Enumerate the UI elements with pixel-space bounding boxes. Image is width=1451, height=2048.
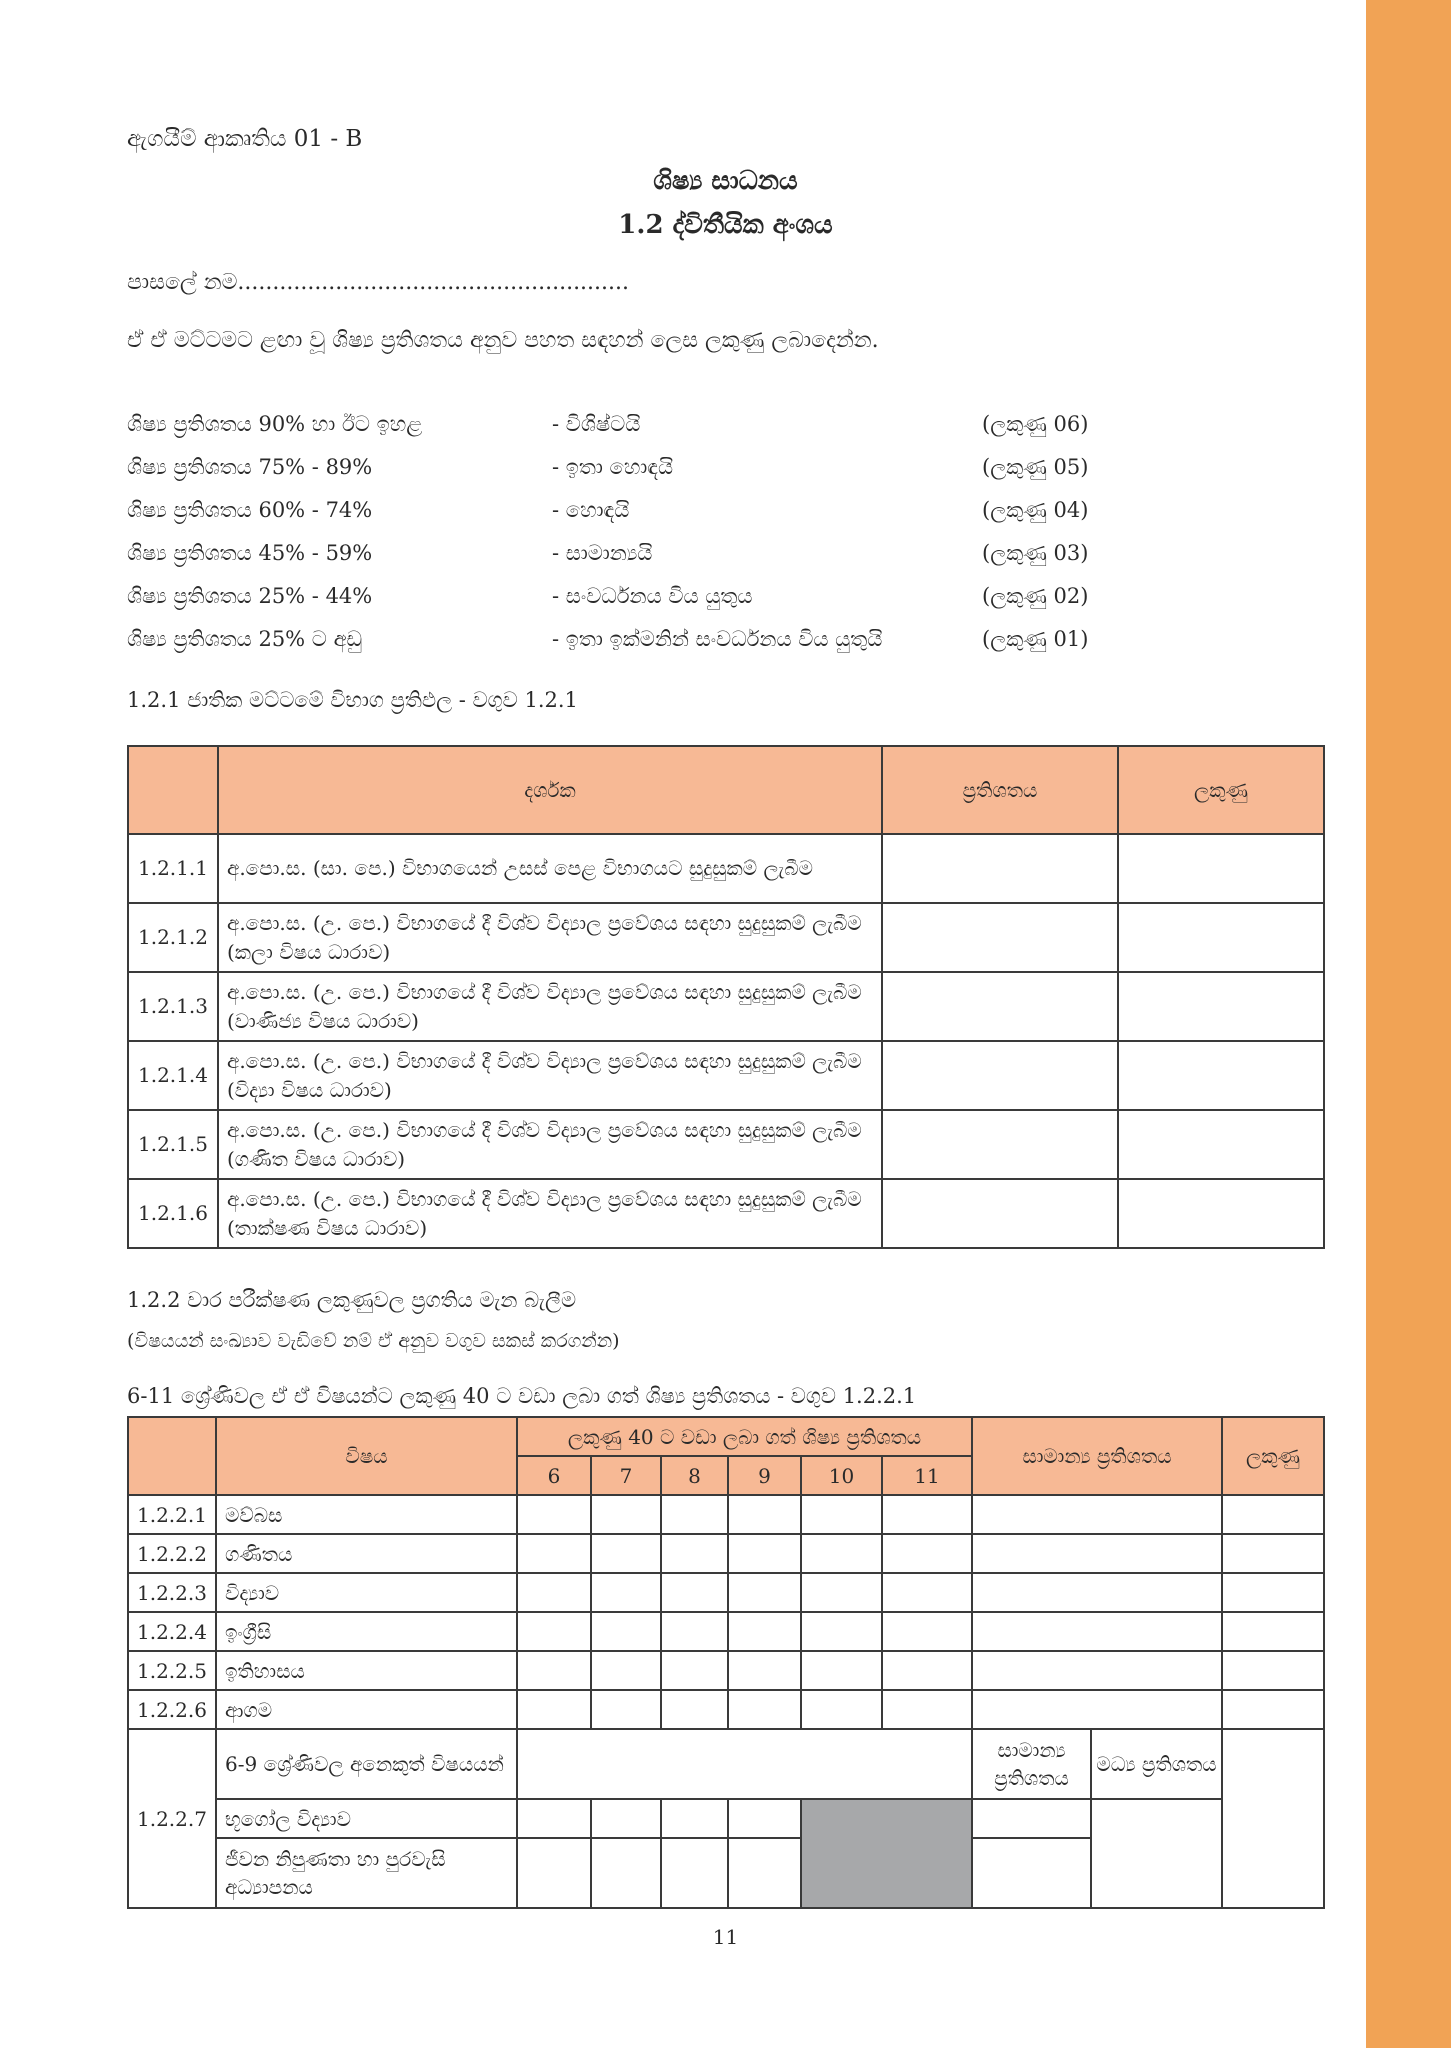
grade-cell[interactable] <box>801 1495 882 1534</box>
row-subject: 6-9 ශ්‍රේණිවල අනෙකුත් විෂයයන් <box>216 1729 517 1799</box>
grade-cell[interactable] <box>882 1690 972 1729</box>
scale-range: ශිෂ්‍ය ප්‍රතිශතය 25% ට අඩු <box>127 627 363 651</box>
grade-cell[interactable] <box>882 1495 972 1534</box>
scale-level: - සංවර්ධනය විය යුතුය <box>552 584 753 608</box>
row-code: 1.2.2.7 <box>128 1729 216 1908</box>
marks-cell[interactable] <box>1118 972 1324 1041</box>
scale-level: - ඉතා ඉක්මනින් සංවර්ධනය විය යුතුයි <box>552 627 883 651</box>
grade-cell[interactable] <box>591 1612 661 1651</box>
grade-cell[interactable] <box>517 1495 591 1534</box>
header-subject: විෂය <box>216 1417 517 1495</box>
row-code: 1.2.1.1 <box>128 834 218 903</box>
grade-cell[interactable] <box>591 1651 661 1690</box>
row-code: 1.2.2.6 <box>128 1690 216 1729</box>
grade-cell[interactable] <box>591 1495 661 1534</box>
average-cell[interactable] <box>972 1612 1222 1651</box>
row-code: 1.2.1.3 <box>128 972 218 1041</box>
table-row <box>128 1799 1324 1838</box>
header-grade: 7 <box>591 1456 661 1495</box>
marks-cell[interactable] <box>1222 1573 1324 1612</box>
grade-cell[interactable] <box>661 1612 728 1651</box>
grade-cell[interactable] <box>517 1651 591 1690</box>
row-code: 1.2.1.6 <box>128 1179 218 1248</box>
header-blank <box>128 1417 216 1495</box>
scale-level: - විශිෂ්ටයි <box>552 412 641 436</box>
header-marks: ලකුණු <box>1222 1417 1324 1495</box>
row-indicator: අ.පො.ස. (උ. පෙ.) විභාගයේ දී විශ්ව විද්‍යාල ප්‍රවේශය සඳහා සුදුසුකම් ලැබීම (වාණිජ්‍ය විෂය ධාරාව) <box>218 972 882 1041</box>
marks-cell[interactable] <box>1118 1041 1324 1110</box>
header-percentage: ප්‍රතිශතය <box>882 746 1118 834</box>
section-121-heading: 1.2.1 ජාතික මට්ටමේ විභාග ප්‍රතිඵල - වගුව 1.2.1 <box>127 688 578 712</box>
scale-marks: (ලකුණු 03) <box>982 541 1089 565</box>
percentage-cell[interactable] <box>882 834 1118 903</box>
table-row <box>128 1729 1324 1799</box>
row-code: 1.2.2.1 <box>128 1495 216 1534</box>
scale-range: ශිෂ්‍ය ප්‍රතිශතය 45% - 59% <box>127 541 373 565</box>
scale-marks: (ලකුණු 05) <box>982 455 1089 479</box>
header-grade: 10 <box>801 1456 882 1495</box>
scale-marks: (ලකුණු 06) <box>982 412 1089 436</box>
header-blank <box>128 746 218 834</box>
table-row <box>128 1534 1324 1573</box>
grade-cell[interactable] <box>728 1838 801 1908</box>
grade-cell[interactable] <box>661 1799 728 1838</box>
header-grade: 11 <box>882 1456 972 1495</box>
grade-cell[interactable] <box>728 1690 801 1729</box>
grade-cell[interactable] <box>728 1495 801 1534</box>
grade-cell[interactable] <box>801 1612 882 1651</box>
document-page <box>127 0 1324 2048</box>
average-cell[interactable] <box>972 1690 1222 1729</box>
scale-range: ශිෂ්‍ය ප්‍රතිශතය 60% - 74% <box>127 498 373 522</box>
grade-cell[interactable] <box>591 1573 661 1612</box>
grade-cell[interactable] <box>801 1573 882 1612</box>
scale-row <box>127 455 1127 498</box>
school-name-field: පාසලේ නම........................................................ <box>127 270 630 295</box>
row-code: 1.2.2.2 <box>128 1534 216 1573</box>
grade-cell[interactable] <box>728 1651 801 1690</box>
row-code: 1.2.1.4 <box>128 1041 218 1110</box>
grade-cell[interactable] <box>728 1534 801 1573</box>
row-indicator: අ.පො.ස. (උ. පෙ.) විභාගයේ දී විශ්ව විද්‍යාල ප්‍රවේශය සඳහා සුදුසුකම් ලැබීම (ගණිත විෂය ධාරාව) <box>218 1110 882 1179</box>
grade-cell[interactable] <box>882 1573 972 1612</box>
scale-range: ශිෂ්‍ය ප්‍රතිශතය 25% - 44% <box>127 584 373 608</box>
table-row <box>128 972 1324 1041</box>
grade-cell[interactable] <box>728 1612 801 1651</box>
header-average: සාමාන්‍ය ප්‍රතිශතය <box>972 1417 1222 1495</box>
scale-marks: (ලකුණු 01) <box>982 627 1089 651</box>
grade-cell[interactable] <box>801 1651 882 1690</box>
row-subject: ඉතිහාසය <box>216 1651 517 1690</box>
average-cell[interactable] <box>972 1495 1222 1534</box>
row-indicator: අ.පො.ස. (උ. පෙ.) විභාගයේ දී විශ්ව විද්‍යාල ප්‍රවේශය සඳහා සුදුසුකම් ලැබීම (විද්‍යා විෂය ධාරාව) <box>218 1041 882 1110</box>
grade-cell[interactable] <box>661 1573 728 1612</box>
grade-cell[interactable] <box>801 1690 882 1729</box>
scale-level: - හොඳයි <box>552 498 630 522</box>
table-1221-heading: 6-11 ශ්‍රේණිවල ඒ ඒ විෂයන්ට ලකුණු 40 ට වඩා ලබා ගත් ශිෂ්‍ය ප්‍රතිශතය - වගුව 1.2.2.1 <box>127 1384 917 1408</box>
row-subject: භූගෝල විද්‍යාව <box>216 1799 517 1838</box>
side-color-band <box>1366 0 1451 2048</box>
row-indicator: අ.පො.ස. (උ. පෙ.) විභාගයේ දී විශ්ව විද්‍යාල ප්‍රවේශය සඳහා සුදුසුකම් ලැබීම (තාක්ෂණ විෂය ධාරාව) <box>218 1179 882 1248</box>
blank-cell <box>517 1729 972 1799</box>
median-cell[interactable] <box>1091 1799 1222 1908</box>
grade-cell[interactable] <box>728 1573 801 1612</box>
table-row <box>128 1690 1324 1729</box>
grade-cell[interactable] <box>661 1690 728 1729</box>
row-code: 1.2.1.5 <box>128 1110 218 1179</box>
scale-row <box>127 541 1127 584</box>
table-row <box>128 1651 1324 1690</box>
header-grade: 8 <box>661 1456 728 1495</box>
table-row <box>128 1110 1324 1179</box>
table-row <box>128 1573 1324 1612</box>
marks-cell[interactable] <box>1222 1495 1324 1534</box>
grade-cell[interactable] <box>517 1534 591 1573</box>
form-id: ඇගයීම් ආකෘතිය 01 - B <box>127 126 363 152</box>
marks-cell[interactable] <box>1222 1612 1324 1651</box>
row-subject: මව්බස <box>216 1495 517 1534</box>
average-cell[interactable] <box>972 1651 1222 1690</box>
section-122-heading: 1.2.2 වාර පරීක්ෂණ ලකුණුවල ප්‍රගතිය මැන බැලීම <box>127 1288 577 1312</box>
shaded-cell <box>801 1799 972 1908</box>
row-code: 1.2.2.5 <box>128 1651 216 1690</box>
grade-cell[interactable] <box>517 1690 591 1729</box>
grade-cell[interactable] <box>661 1651 728 1690</box>
scale-row <box>127 412 1127 455</box>
grade-cell[interactable] <box>591 1838 661 1908</box>
scale-marks: (ලකුණු 04) <box>982 498 1089 522</box>
header-grade-group: ලකුණු 40 ට වඩා ලබා ගත් ශිෂ්‍ය ප්‍රතිශතය <box>517 1417 972 1456</box>
grade-cell[interactable] <box>661 1534 728 1573</box>
grading-scale <box>127 412 1127 670</box>
page-title: ශිෂ්‍ය සාධනය <box>653 166 798 196</box>
grade-cell[interactable] <box>591 1534 661 1573</box>
marks-cell[interactable] <box>1118 1110 1324 1179</box>
table-row <box>128 1495 1324 1534</box>
table-row <box>128 1179 1324 1248</box>
table-row <box>128 834 1324 903</box>
marks-cell[interactable] <box>1118 834 1324 903</box>
table-1221 <box>127 1416 1325 1909</box>
page-subtitle: 1.2 ද්විතීයික අංශය <box>618 210 833 240</box>
row-subject: ගණිතය <box>216 1534 517 1573</box>
header-grade: 6 <box>517 1456 591 1495</box>
row-indicator: අ.පො.ස. (සා. පෙ.) විභාගයෙන් උසස් පෙළ විභාගයට සුදුසුකම් ලැබීම <box>218 834 882 903</box>
table-row <box>128 903 1324 972</box>
grade-cell[interactable] <box>591 1690 661 1729</box>
grade-cell[interactable] <box>661 1495 728 1534</box>
table-121 <box>127 745 1325 1249</box>
average-cell[interactable] <box>972 1838 1091 1908</box>
scale-row <box>127 498 1127 541</box>
row-indicator: අ.පො.ස. (උ. පෙ.) විභාගයේ දී විශ්ව විද්‍යාල ප්‍රවේශය සඳහා සුදුසුකම් ලැබීම (කලා විෂය ධාරාව) <box>218 903 882 972</box>
grade-cell[interactable] <box>882 1534 972 1573</box>
grade-cell[interactable] <box>882 1651 972 1690</box>
row-code: 1.2.2.3 <box>128 1573 216 1612</box>
scale-row <box>127 584 1127 627</box>
average-cell[interactable] <box>972 1799 1091 1838</box>
average-cell[interactable] <box>972 1573 1222 1612</box>
row-subject: විද්‍යාව <box>216 1573 517 1612</box>
average-label: සාමාන්‍ය ප්‍රතිශතය <box>972 1729 1091 1799</box>
grade-cell[interactable] <box>517 1838 591 1908</box>
grade-cell[interactable] <box>517 1612 591 1651</box>
header-indicator: දර්ශක <box>218 746 882 834</box>
header-marks: ලකුණු <box>1118 746 1324 834</box>
scale-level: - සාමාන්‍යයි <box>552 541 653 565</box>
marks-cell[interactable] <box>1118 1179 1324 1248</box>
marks-cell[interactable] <box>1222 1651 1324 1690</box>
median-label: මධ්‍ය ප්‍රතිශතය <box>1091 1729 1222 1799</box>
percentage-cell[interactable] <box>882 1179 1118 1248</box>
percentage-cell[interactable] <box>882 1110 1118 1179</box>
grade-cell[interactable] <box>517 1799 591 1838</box>
page-number: 11 <box>712 1925 739 1949</box>
percentage-cell[interactable] <box>882 903 1118 972</box>
percentage-cell[interactable] <box>882 972 1118 1041</box>
grade-cell[interactable] <box>801 1534 882 1573</box>
grade-cell[interactable] <box>661 1838 728 1908</box>
scale-level: - ඉතා හොඳයි <box>552 455 674 479</box>
scale-marks: (ලකුණු 02) <box>982 584 1089 608</box>
table-header-row <box>128 746 1324 834</box>
row-code: 1.2.1.2 <box>128 903 218 972</box>
grade-cell[interactable] <box>882 1612 972 1651</box>
header-grade: 9 <box>728 1456 801 1495</box>
marks-cell[interactable] <box>1222 1690 1324 1729</box>
row-code: 1.2.2.4 <box>128 1612 216 1651</box>
table-row <box>128 1612 1324 1651</box>
section-122-note: (විෂයයන් සංඛ්‍යාව වැඩිවේ නම් ඒ අනුව වගුව සකස් කරගන්න) <box>127 1330 620 1352</box>
row-subject: ජීවන නිපුණතා හා පුරවැසි අධ්‍යාපනය <box>216 1838 517 1908</box>
table-row <box>128 1041 1324 1110</box>
scale-range: ශිෂ්‍ය ප්‍රතිශතය 90% හා ඊට ඉහළ <box>127 412 423 436</box>
marks-cell[interactable] <box>1222 1534 1324 1573</box>
instruction-text: ඒ ඒ මට්ටමට ළඟා වූ ශිෂ්‍ය ප්‍රතිශතය අනුව පහත සඳහන් ලෙස ලකුණු ලබාදෙන්න. <box>127 328 879 353</box>
average-cell[interactable] <box>972 1534 1222 1573</box>
scale-range: ශිෂ්‍ය ප්‍රතිශතය 75% - 89% <box>127 455 373 479</box>
row-subject: ආගම <box>216 1690 517 1729</box>
grade-cell[interactable] <box>728 1799 801 1838</box>
grade-cell[interactable] <box>591 1799 661 1838</box>
row-subject: ඉංග්‍රීසි <box>216 1612 517 1651</box>
marks-cell[interactable] <box>1222 1729 1324 1908</box>
percentage-cell[interactable] <box>882 1041 1118 1110</box>
marks-cell[interactable] <box>1118 903 1324 972</box>
table-header-row <box>128 1417 1324 1456</box>
grade-cell[interactable] <box>517 1573 591 1612</box>
scale-row <box>127 627 1127 670</box>
